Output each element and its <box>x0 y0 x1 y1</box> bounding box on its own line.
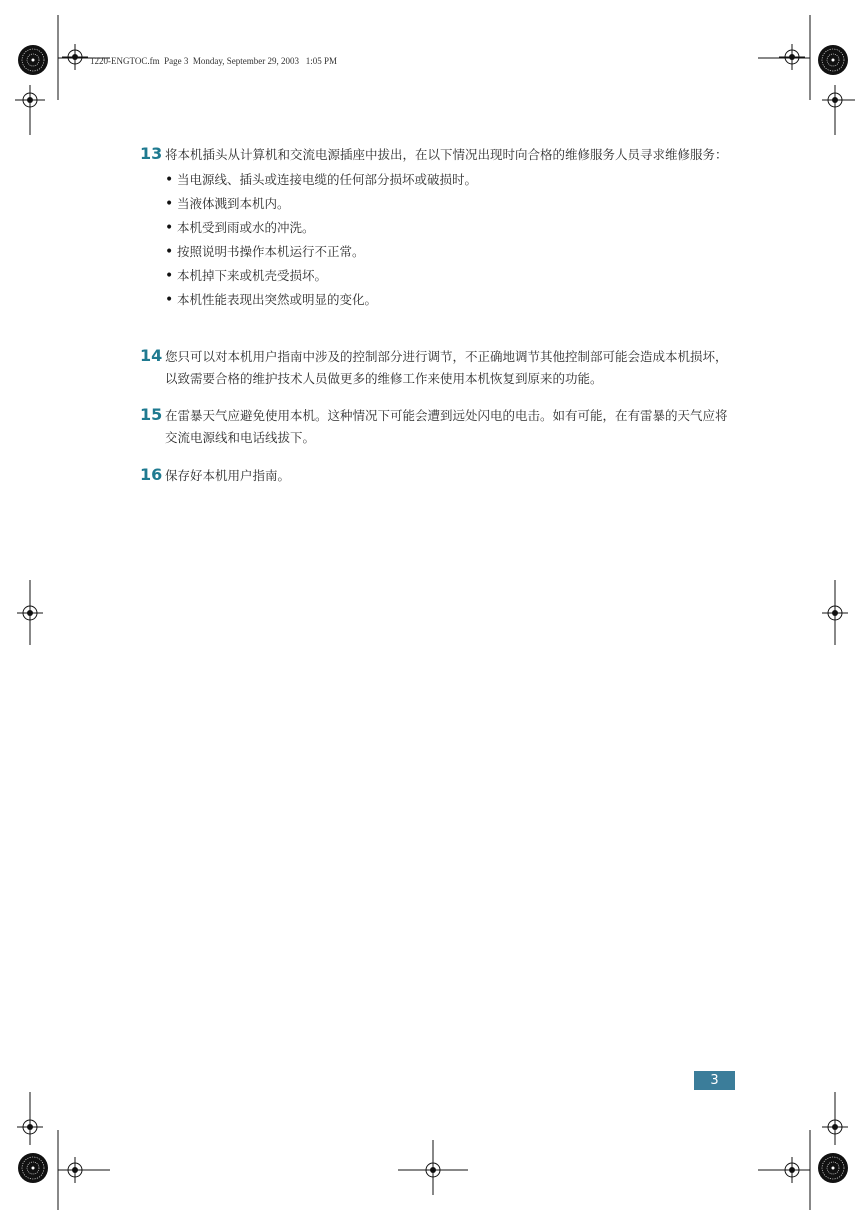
list-item-13 <box>140 144 730 312</box>
page-number-badge <box>694 1071 735 1090</box>
item-number: 14 <box>140 346 163 365</box>
list-item-14 <box>140 346 730 390</box>
bullet-item: • 本机性能表现出突然或明显的变化。 <box>165 288 730 312</box>
item-number: 16 <box>140 465 163 484</box>
item-text: 保存好本机用户指南。 <box>165 468 291 483</box>
item-number: 13 <box>140 144 163 163</box>
list-item-16 <box>140 465 730 487</box>
bullet-item: • 按照说明书操作本机运行不正常。 <box>165 240 730 264</box>
bullet-item: • 当电源线、插头或连接电缆的任何部分损坏或破损时。 <box>165 168 730 192</box>
file-slug: 1220-ENGTOC.fm Page 3 Monday, September 29, 2003 1:05 PM <box>90 56 337 66</box>
page-number: 3 <box>710 1073 719 1088</box>
item-number: 15 <box>140 405 163 424</box>
item-text: 将本机插头从计算机和交流电源插座中拔出，在以下情况出现时向合格的维修服务人员寻求维修服务： <box>165 147 728 162</box>
bullet-list <box>140 168 730 312</box>
item-text: 您只可以对本机用户指南中涉及的控制部分进行调节，不正确地调节其他控制部可能会造成本机损坏，以致需要合格的维护技术人员做更多的维修工作来使用本机恢复到原来的功能。 <box>165 349 728 386</box>
bullet-item: • 本机受到雨或水的冲洗。 <box>165 216 730 240</box>
bullet-item: • 当液体溅到本机内。 <box>165 192 730 216</box>
item-text: 在雷暴天气应避免使用本机。这种情况下可能会遭到远处闪电的电击。如有可能，在有雷暴的天气应将交流电源线和电话线拔下。 <box>165 408 728 445</box>
list-item-15 <box>140 405 730 449</box>
bullet-item: • 本机掉下来或机壳受损坏。 <box>165 264 730 288</box>
